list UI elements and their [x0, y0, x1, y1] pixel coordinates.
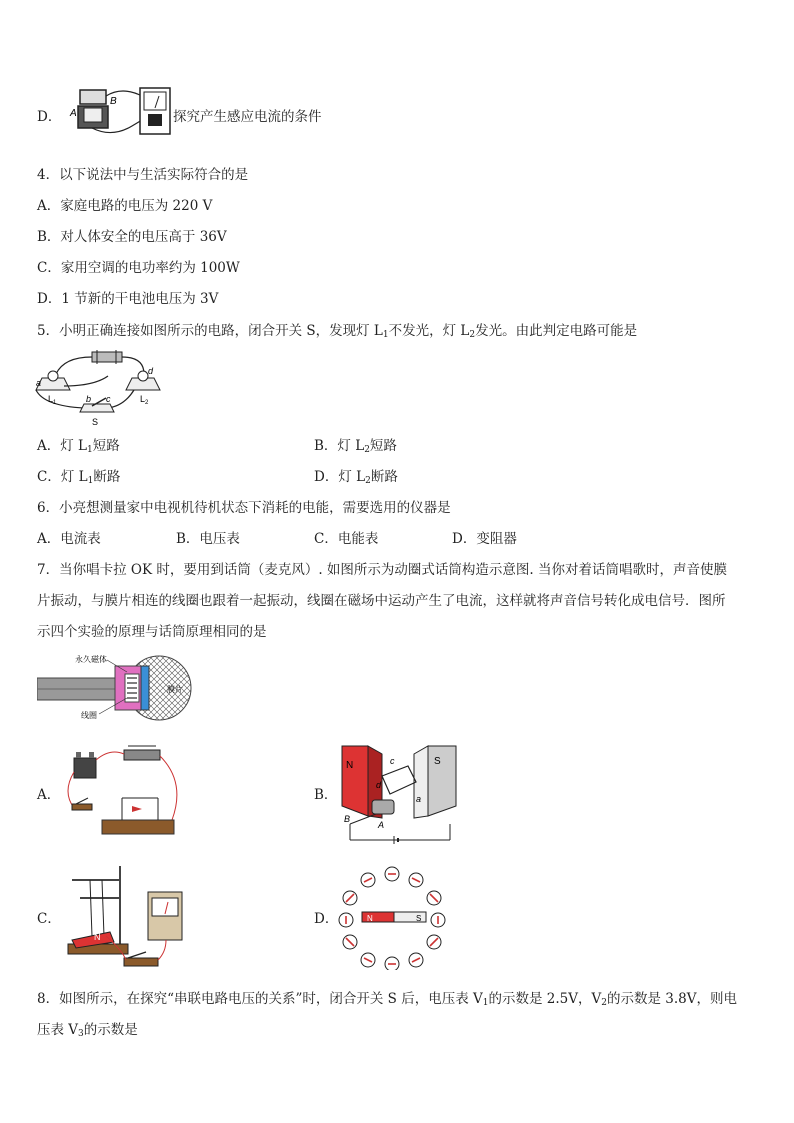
q7-option-a-figure	[62, 742, 186, 846]
q4-option-d: D．1 节新的干电池电压为 3V	[37, 291, 219, 307]
q5-stem: 5．小明正确连接如图所示的电路，闭合开关 S，发现灯 $L_1$不发光，灯 $L_2$发光。由此判定电路可能是	[37, 323, 638, 340]
svg-text:B: B	[344, 814, 351, 824]
q7-stem-line2: 片振动，与膜片相连的线圈也跟着一起振动，线圈在磁场中运动产生了电流，这样就将声音信号转化成电信号．图所	[37, 593, 726, 609]
q5-option-a: A．灯 $L_1$短路	[37, 438, 120, 455]
microphone-figure	[37, 652, 193, 722]
fig-label-b: B	[110, 96, 117, 107]
q3-option-d: D．	[37, 109, 62, 125]
label-s: S	[92, 417, 99, 427]
q4-option-c: C．家用空调的电功率约为 100W	[37, 260, 240, 276]
svg-text:d: d	[376, 780, 382, 790]
label-b: b	[86, 394, 92, 404]
q8-stem-line1: 8．如图所示，在探究“串联电路电压的关系”时，闭合开关 S 后，电压表 $V_1$的示数是 2.5V，$V_2$的示数是 3.8V，则电	[37, 991, 738, 1008]
label-n-pole: N	[346, 760, 354, 771]
label-diaphragm: 膜片	[167, 685, 183, 694]
label-l1: $L_1$	[48, 394, 57, 406]
q7-option-d: D．	[314, 911, 339, 927]
q8-stem-line2: 压表 $V_3$的示数是	[37, 1022, 138, 1039]
svg-text:a: a	[416, 794, 422, 804]
fig-label-a: A	[70, 108, 77, 119]
q7-option-c: C．	[37, 911, 61, 927]
q4-stem: 4．以下说法中与生活实际符合的是	[37, 167, 249, 183]
q4-option-a: A．家庭电路的电压为 220 V	[37, 198, 213, 214]
svg-text:A: A	[378, 820, 385, 830]
q4-option-b: B．对人体安全的电压高于 36V	[37, 229, 227, 245]
q6-option-c: C．电能表	[314, 531, 379, 547]
label-a: a	[36, 378, 42, 388]
q7-stem-line3: 示四个实验的原理与话筒原理相同的是	[37, 624, 267, 640]
q7-option-d-figure	[338, 866, 446, 970]
q3-option-d-figure	[62, 86, 174, 138]
q5-option-c: C．灯 $L_1$断路	[37, 469, 121, 486]
q7-stem-line1: 7．当你唱卡拉 OK 时，要用到话筒（麦克风）. 如图所示为动圈式话筒构造示意图. 当你对着话筒唱歌时，声音使膜	[37, 562, 727, 578]
label-permanent-magnet: 永久磁体	[75, 655, 107, 664]
q5-option-b: B．灯 $L_2$短路	[314, 438, 397, 455]
q7-option-c-figure	[62, 862, 188, 974]
q5-circuit-figure	[34, 346, 164, 430]
q7-option-b-figure	[338, 742, 460, 848]
q7-option-b: B．	[314, 787, 338, 803]
q5-option-d: D．灯 $L_2$断路	[314, 469, 398, 486]
label-s-pole: S	[416, 914, 422, 923]
label-s-pole: S	[434, 756, 441, 767]
label-d: d	[148, 366, 154, 376]
label-n-pole: N	[367, 914, 373, 923]
q6-option-b: B．电压表	[176, 531, 240, 547]
label-n-pole: N	[94, 932, 101, 942]
q6-option-d: D．变阻器	[452, 531, 517, 547]
q6-option-a: A．电流表	[37, 531, 101, 547]
svg-text:c: c	[390, 756, 395, 766]
q3-option-d-text: 探究产生感应电流的条件	[173, 109, 322, 125]
label-c: c	[106, 394, 111, 404]
q6-stem: 6．小亮想测量家中电视机待机状态下消耗的电能，需要选用的仪器是	[37, 500, 451, 516]
label-coil: 线圈	[81, 711, 97, 720]
q7-option-a: A．	[37, 787, 61, 803]
label-l2: $L_2$	[140, 394, 149, 406]
